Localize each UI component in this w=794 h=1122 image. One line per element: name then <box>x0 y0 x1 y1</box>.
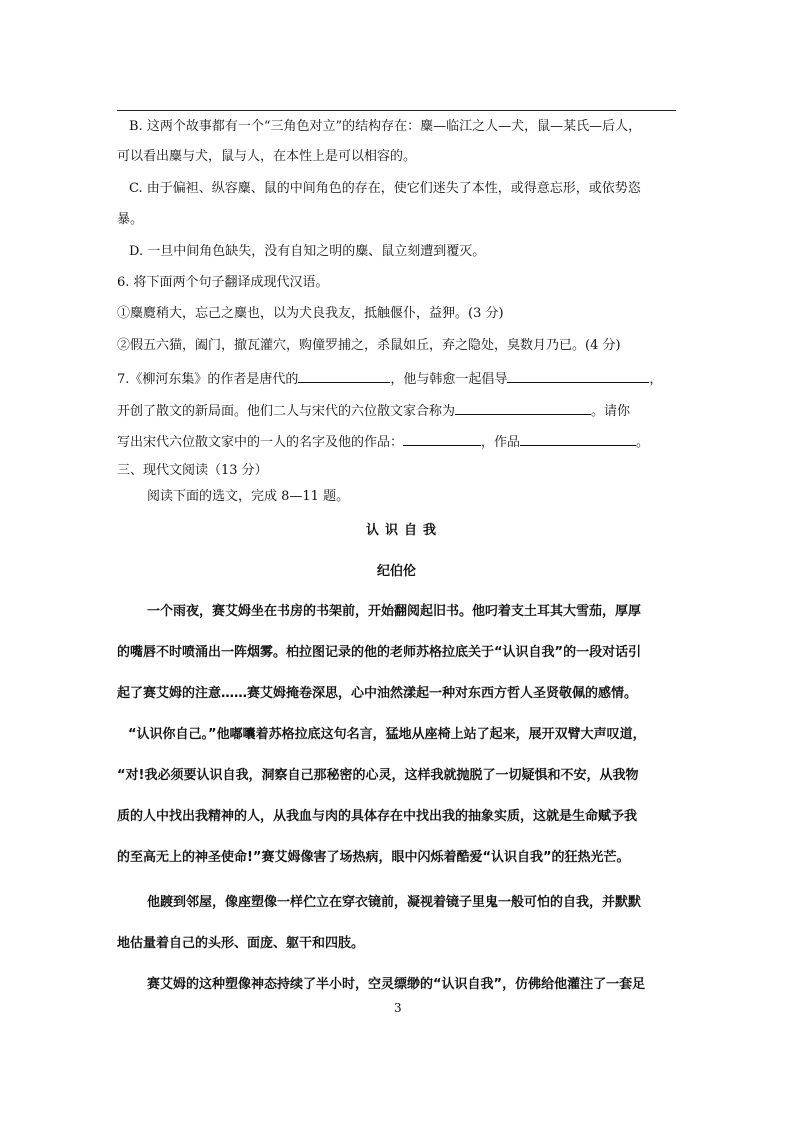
answer-blank-author[interactable] <box>298 368 390 383</box>
answer-blank-movement[interactable] <box>507 368 649 383</box>
question-7-text-3a: 写出宋代六位散文家中的一人的名字及他的作品： <box>117 435 404 450</box>
question-6-sentence-1: ①麋麑稍大，忘己之麋也，以为犬良我友，抵触偃仆，益狎。(3 分) <box>117 306 504 321</box>
question-7-text-2a: 开创了散文的新局面。他们二人与宋代的六位散文家合称为 <box>117 404 456 419</box>
page-number: 3 <box>394 1001 402 1015</box>
article-line: “认识你自己。”他嘟囔着苏格拉底这句名言，猛地从座椅上站了起来，展开双臂大声叹道， <box>128 727 646 742</box>
question-7-text-1a: 7.《柳河东集》的作者是唐代的 <box>117 372 299 387</box>
article-line: 起了赛艾姆的注意……赛艾姆掩卷深思，心中油然漾起一种对东西方哲人圣贤敬佩的感情。 <box>117 686 638 701</box>
answer-blank-collective-name[interactable] <box>455 400 591 415</box>
question-7-line-2 <box>117 400 630 421</box>
article-line: 质的人中找出我精神的人，从我血与肉的具体存在中找出我的抽象实质，这就是生命赋予我 <box>117 809 638 824</box>
section-3-heading: 三、现代文阅读（13 分） <box>117 463 268 478</box>
question-7-text-1c: ， <box>649 372 663 387</box>
question-6-stem: 6. 将下面两个句子翻译成现代汉语。 <box>117 275 329 290</box>
header-rule <box>117 110 676 111</box>
article-title: 认识自我 <box>366 523 443 538</box>
answer-blank-writer-name[interactable] <box>403 431 481 446</box>
question-7-line-1 <box>117 368 662 389</box>
article-author: 纪伯伦 <box>377 564 417 579</box>
option-b-line-1: B. 这两个故事都有一个“三角色对立”的结构存在：麋—临江之人—犬，鼠—某氏—后人， <box>129 119 642 134</box>
article-line: 的嘴唇不时喷涌出一阵烟雾。柏拉图记录的他的老师苏格拉底关于“认识自我”的一段对话引 <box>117 645 642 660</box>
question-7-text-3b: ，作品 <box>481 435 521 450</box>
answer-blank-work[interactable] <box>520 431 636 446</box>
option-b-line-2: 可以看出麋与犬，鼠与人，在本性上是可以相容的。 <box>117 149 417 164</box>
article-line: “对!我必须要认识自我，洞察自己那秘密的心灵，这样我就抛脱了一切疑惧和不安，从我物 <box>117 768 639 783</box>
option-d-line: D. 一旦中间角色缺失，没有自知之明的麋、鼠立刻遭到覆灭。 <box>129 244 486 259</box>
question-6-sentence-2: ②假五六猫，阖门，撤瓦灌穴，购僮罗捕之，杀鼠如丘，弃之隐处，臭数月乃已。(4 分) <box>117 338 621 353</box>
article-line: 的至高无上的神圣使命!”赛艾姆像害了场热病，眼中闪烁着酷爱“认识自我”的狂热光芒。 <box>117 850 630 865</box>
question-7-text-2b: 。请你 <box>591 404 631 419</box>
option-c-line-2: 暴。 <box>117 212 144 227</box>
article-line: 他踱到邻屋，像座塑像一样伫立在穿衣镜前，凝视着镜子里鬼一般可怕的自我，并默默 <box>147 895 642 910</box>
article-line: 赛艾姆的这种塑像神态持续了半小时，空灵缥缈的“认识自我”，仿佛给他灌注了一套足 <box>147 977 646 992</box>
article-line: 一个雨夜，赛艾姆坐在书房的书架前，开始翻阅起旧书。他叼着支土耳其大雪茄，厚厚 <box>147 604 642 619</box>
option-c-line-1: C. 由于偏袒、纵容麋、鼠的中间角色的存在，使它们迷失了本性，或得意忘形，或依势恣 <box>129 181 641 196</box>
article-line: 地估量着自己的头形、面庞、躯干和四肢。 <box>117 936 365 951</box>
section-3-instruction: 阅读下面的选文，完成 8—11 题。 <box>147 489 350 504</box>
question-7-line-3 <box>117 431 649 452</box>
question-7-text-3c: 。 <box>636 435 650 450</box>
question-7-text-1b: ，他与韩愈一起倡导 <box>390 372 508 387</box>
